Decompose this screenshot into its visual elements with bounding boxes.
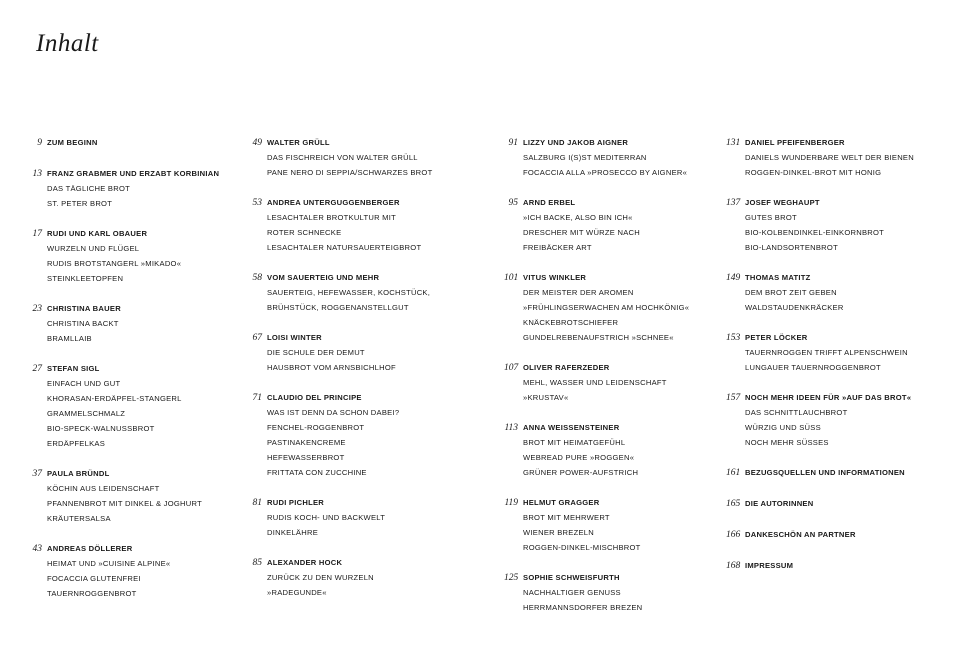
toc-entry-body [745,195,884,255]
toc-page-number: 91 [508,138,518,148]
toc-subitem: NACHHALTIGER GENUSS [523,588,621,597]
toc-subitem: DAS SCHNITTLAUCHBROT [745,408,848,417]
toc-heading: NOCH MEHR IDEEN FÜR »AUF DAS BROT« [745,393,912,402]
toc-entry-body [745,527,856,543]
toc-entry[interactable] [726,195,961,255]
toc-page-number: 125 [504,573,519,583]
toc-entry-body [745,390,911,450]
toc-entry-body [267,390,399,480]
toc-subitem: KRÄUTERSALSA [47,514,111,523]
toc-entry[interactable] [504,360,729,405]
toc-subitem: DRESCHER MIT WÜRZE NACH [523,228,640,237]
toc-page-number: 166 [726,530,741,540]
toc-entry[interactable] [248,390,498,480]
toc-page-number: 71 [252,393,262,403]
toc-entry-body [267,135,432,180]
toc-page-number: 113 [504,423,518,433]
toc-subitem: »KRUSTAV« [523,393,569,402]
toc-subitem: LESACHTALER BROTKULTUR MIT [267,213,397,222]
toc-subitem: WAS IST DENN DA SCHON DABEI? [267,408,400,417]
toc-entry[interactable] [504,495,729,555]
toc-heading: RUDI PICHLER [267,498,325,507]
toc-entry[interactable] [28,301,253,346]
toc-entry[interactable] [248,495,498,540]
toc-heading: DIE AUTORINNEN [745,499,814,508]
toc-subitem: BROT MIT HEIMATGEFÜHL [523,438,626,447]
toc-entry[interactable] [504,135,729,180]
toc-subitem: ROGGEN-DINKEL-BROT MIT HONIG [745,168,882,177]
toc-page-number: 137 [726,198,741,208]
toc-entry-body [523,270,689,345]
toc-entry[interactable] [504,570,729,615]
toc-page-number: 95 [508,198,518,208]
toc-subitem: DER MEISTER DER AROMEN [523,288,634,297]
toc-subitem: ERDÄPFELKAS [47,439,106,448]
toc-page-number: 53 [252,198,262,208]
toc-heading: ANDREA UNTERGUGGENBERGER [267,198,400,207]
toc-subitem: GRÜNER POWER-AUFSTRICH [523,468,639,477]
toc-subitem: HERRMANNSDORFER BREZEN [523,603,643,612]
toc-subitem: HEIMAT UND »CUISINE ALPINE« [47,559,171,568]
toc-subitem: BIO-SPECK-WALNUSSBROT [47,424,155,433]
toc-subitem: KHORASAN-ERDÄPFEL-STANGERL [47,394,182,403]
toc-entry-body [523,195,640,255]
toc-heading: LOISI WINTER [267,333,322,342]
toc-subitem: FOCACCIA GLUTENFREI [47,574,141,583]
toc-entry[interactable] [504,270,729,345]
toc-entry[interactable] [28,466,253,526]
toc-entry[interactable] [726,527,961,543]
toc-subitem: LESACHTALER NATURSAUERTEIGBROT [267,243,422,252]
toc-heading: ZUM BEGINN [47,138,98,147]
toc-page-number: 119 [504,498,518,508]
toc-entry-body [267,330,396,375]
toc-heading: SOPHIE SCHWEISFURTH [523,573,620,582]
toc-subitem: ROTER SCHNECKE [267,228,342,237]
toc-entry-body [745,135,914,180]
toc-subitem: ZURÜCK ZU DEN WURZELN [267,573,374,582]
toc-subitem: BRAMLLAIB [47,334,92,343]
toc-subitem: MEHL, WASSER UND LEIDENSCHAFT [523,378,667,387]
toc-page-number: 168 [726,561,741,571]
toc-subitem: TAUERNROGGEN TRIFFT ALPENSCHWEIN [745,348,908,357]
toc-page-number: 157 [726,393,741,403]
toc-subitem: ROGGEN-DINKEL-MISCHBROT [523,543,641,552]
toc-heading: DANKESCHÖN AN PARTNER [745,530,856,539]
toc-subitem: CHRISTINA BACKT [47,319,119,328]
toc-subitem: WÜRZIG UND SÜSS [745,423,821,432]
toc-entry-body [745,270,844,315]
toc-subitem: BROT MIT MEHRWERT [523,513,610,522]
toc-subitem: GUTES BROT [745,213,797,222]
toc-heading: FRANZ GRABMER UND ERZABT KORBINIAN [47,169,220,178]
toc-subitem: LUNGAUER TAUERNROGGENBROT [745,363,881,372]
toc-heading: PETER LÖCKER [745,333,808,342]
toc-entry[interactable] [248,330,498,375]
toc-entry-body [267,555,374,600]
toc-entry[interactable] [726,465,961,481]
toc-column-4 [726,135,961,589]
toc-subitem: EINFACH UND GUT [47,379,121,388]
toc-page-number: 107 [504,363,519,373]
toc-subitem: WURZELN UND FLÜGEL [47,244,140,253]
toc-heading: CLAUDIO DEL PRINCIPE [267,393,362,402]
toc-subitem: TAUERNROGGENBROT [47,589,137,598]
toc-entry-body [745,496,813,512]
toc-subitem: HAUSBROT VOM ARNSBICHLHOF [267,363,396,372]
toc-column-1 [28,135,253,616]
toc-heading: OLIVER RAFERZEDER [523,363,610,372]
toc-page-number: 161 [726,468,741,478]
toc-subitem: DIE SCHULE DER DEMUT [267,348,365,357]
toc-entry-body [47,541,170,601]
toc-subitem: HEFEWASSERBROT [267,453,345,462]
toc-entry-body [267,495,385,540]
toc-subitem: DAS FISCHREICH VON WALTER GRÜLL [267,153,418,162]
toc-subitem: SALZBURG I(S)ST MEDITERRAN [523,153,647,162]
toc-heading: LIZZY UND JAKOB AIGNER [523,138,629,147]
toc-entry-body [267,195,421,255]
toc-page-number: 149 [726,273,741,283]
toc-subitem: GUNDELREBENAUFSTRICH »SCHNEE« [523,333,674,342]
toc-heading: IMPRESSUM [745,561,794,570]
toc-subitem: PASTINAKENCREME [267,438,346,447]
toc-subitem: FREIBÄCKER ART [523,243,592,252]
toc-heading: RUDI UND KARL OBAUER [47,229,148,238]
toc-subitem: DINKELÄHRE [267,528,319,537]
toc-subitem: WIENER BREZELN [523,528,595,537]
toc-entry-body [523,360,667,405]
toc-heading: ANDREAS DÖLLERER [47,544,133,553]
toc-subitem: GRAMMELSCHMALZ [47,409,126,418]
toc-subitem: SAUERTEIG, HEFEWASSER, KOCHSTÜCK, [267,288,431,297]
toc-entry[interactable] [28,166,253,211]
toc-page-number: 58 [252,273,262,283]
toc-heading: VOM SAUERTEIG UND MEHR [267,273,380,282]
toc-page-number: 81 [252,498,262,508]
toc-entry-body [47,301,121,346]
toc-subitem: KÖCHIN AUS LEIDENSCHAFT [47,484,160,493]
toc-subitem: BRÜHSTÜCK, ROGGENANSTELLGUT [267,303,409,312]
toc-page-number: 13 [32,169,42,179]
toc-entry-body [745,330,908,375]
toc-page-number: 9 [37,138,42,148]
toc-subitem: DANIELS WUNDERBARE WELT DER BIENEN [745,153,914,162]
toc-entry[interactable] [726,496,961,512]
toc-entry[interactable] [504,195,729,255]
toc-entry[interactable] [28,226,253,286]
toc-heading: ARND ERBEL [523,198,576,207]
toc-subitem: KNÄCKEBROTSCHIEFER [523,318,619,327]
toc-subitem: FRITTATA CON ZUCCHINE [267,468,367,477]
toc-subitem: PFANNENBROT MIT DINKEL & JOGHURT [47,499,202,508]
toc-subitem: BIO-KOLBENDINKEL-EINKORNBROT [745,228,885,237]
toc-entry-body [523,420,638,480]
toc-entry-body [47,466,202,526]
toc-heading: PAULA BRÜNDL [47,469,110,478]
toc-heading: VITUS WINKLER [523,273,587,282]
toc-heading: DANIEL PFEIFENBERGER [745,138,845,147]
toc-page-number: 27 [32,364,42,374]
toc-subitem: DAS TÄGLICHE BROT [47,184,131,193]
toc-heading: HELMUT GRAGGER [523,498,600,507]
toc-entry[interactable] [726,390,961,450]
toc-heading: CHRISTINA BAUER [47,304,121,313]
toc-heading: ALEXANDER HOCK [267,558,343,567]
toc-subitem: WALDSTAUDENKRÄCKER [745,303,844,312]
toc-heading: JOSEF WEGHAUPT [745,198,820,207]
toc-entry[interactable] [248,270,498,315]
toc-page-number: 101 [504,273,519,283]
toc-entry[interactable] [726,330,961,375]
toc-subitem: PANE NERO DI SEPPIA/SCHWARZES BROT [267,168,433,177]
toc-page-number: 49 [252,138,262,148]
toc-page-number: 17 [32,229,42,239]
toc-entry[interactable] [28,135,253,151]
toc-subitem: FOCACCIA ALLA »PROSECCO BY AIGNER« [523,168,688,177]
toc-entry[interactable] [28,541,253,601]
toc-column-3 [504,135,729,630]
toc-subitem: »ICH BACKE, ALSO BIN ICH« [523,213,633,222]
toc-page-number: 37 [32,469,42,479]
toc-heading: WALTER GRÜLL [267,138,330,147]
toc-subitem: ST. PETER BROT [47,199,113,208]
toc-heading: STEFAN SIGL [47,364,100,373]
toc-page-number: 85 [252,558,262,568]
toc-subitem: STEINKLEETOPFEN [47,274,124,283]
toc-entry-body [47,166,219,211]
toc-page-number: 131 [726,138,741,148]
toc-page-number: 43 [32,544,42,554]
toc-heading: ANNA WEISSENSTEINER [523,423,620,432]
toc-subitem: RUDIS BROTSTANGERL »MIKADO« [47,259,182,268]
toc-entry-body [47,226,181,286]
toc-subitem: DEM BROT ZEIT GEBEN [745,288,837,297]
toc-subitem: »FRÜHLINGSERWACHEN AM HOCHKÖNIG« [523,303,690,312]
toc-entry-body [47,135,98,151]
toc-entry[interactable] [248,195,498,255]
page-title: Inhalt [36,30,99,57]
toc-entry[interactable] [504,420,729,480]
toc-page-number: 165 [726,499,741,509]
toc-entry[interactable] [726,270,961,315]
toc-entry-body [523,495,641,555]
toc-entry[interactable] [248,555,498,600]
toc-entry-body [745,558,793,574]
toc-entry-body [745,465,905,481]
toc-entry-body [47,361,182,451]
toc-entry[interactable] [726,558,961,574]
toc-subitem: »RADEGUNDE« [267,588,327,597]
toc-entry-body [267,270,430,315]
toc-entry[interactable] [248,135,498,180]
toc-page-number: 153 [726,333,741,343]
toc-subitem: RUDIS KOCH- UND BACKWELT [267,513,386,522]
toc-subitem: FENCHEL-ROGGENBROT [267,423,365,432]
toc-entry-body [523,135,687,180]
toc-subitem: BIO-LANDSORTENBROT [745,243,838,252]
toc-subitem: WEBREAD PURE »ROGGEN« [523,453,635,462]
toc-entry[interactable] [726,135,961,180]
toc-subitem: NOCH MEHR SÜSSES [745,438,829,447]
toc-entry[interactable] [28,361,253,451]
toc-column-2 [248,135,498,615]
toc-heading: THOMAS MATITZ [745,273,811,282]
toc-heading: BEZUGSQUELLEN UND INFORMATIONEN [745,468,905,477]
toc-page-number: 23 [32,304,42,314]
toc-page-number: 67 [252,333,262,343]
toc-entry-body [523,570,642,615]
